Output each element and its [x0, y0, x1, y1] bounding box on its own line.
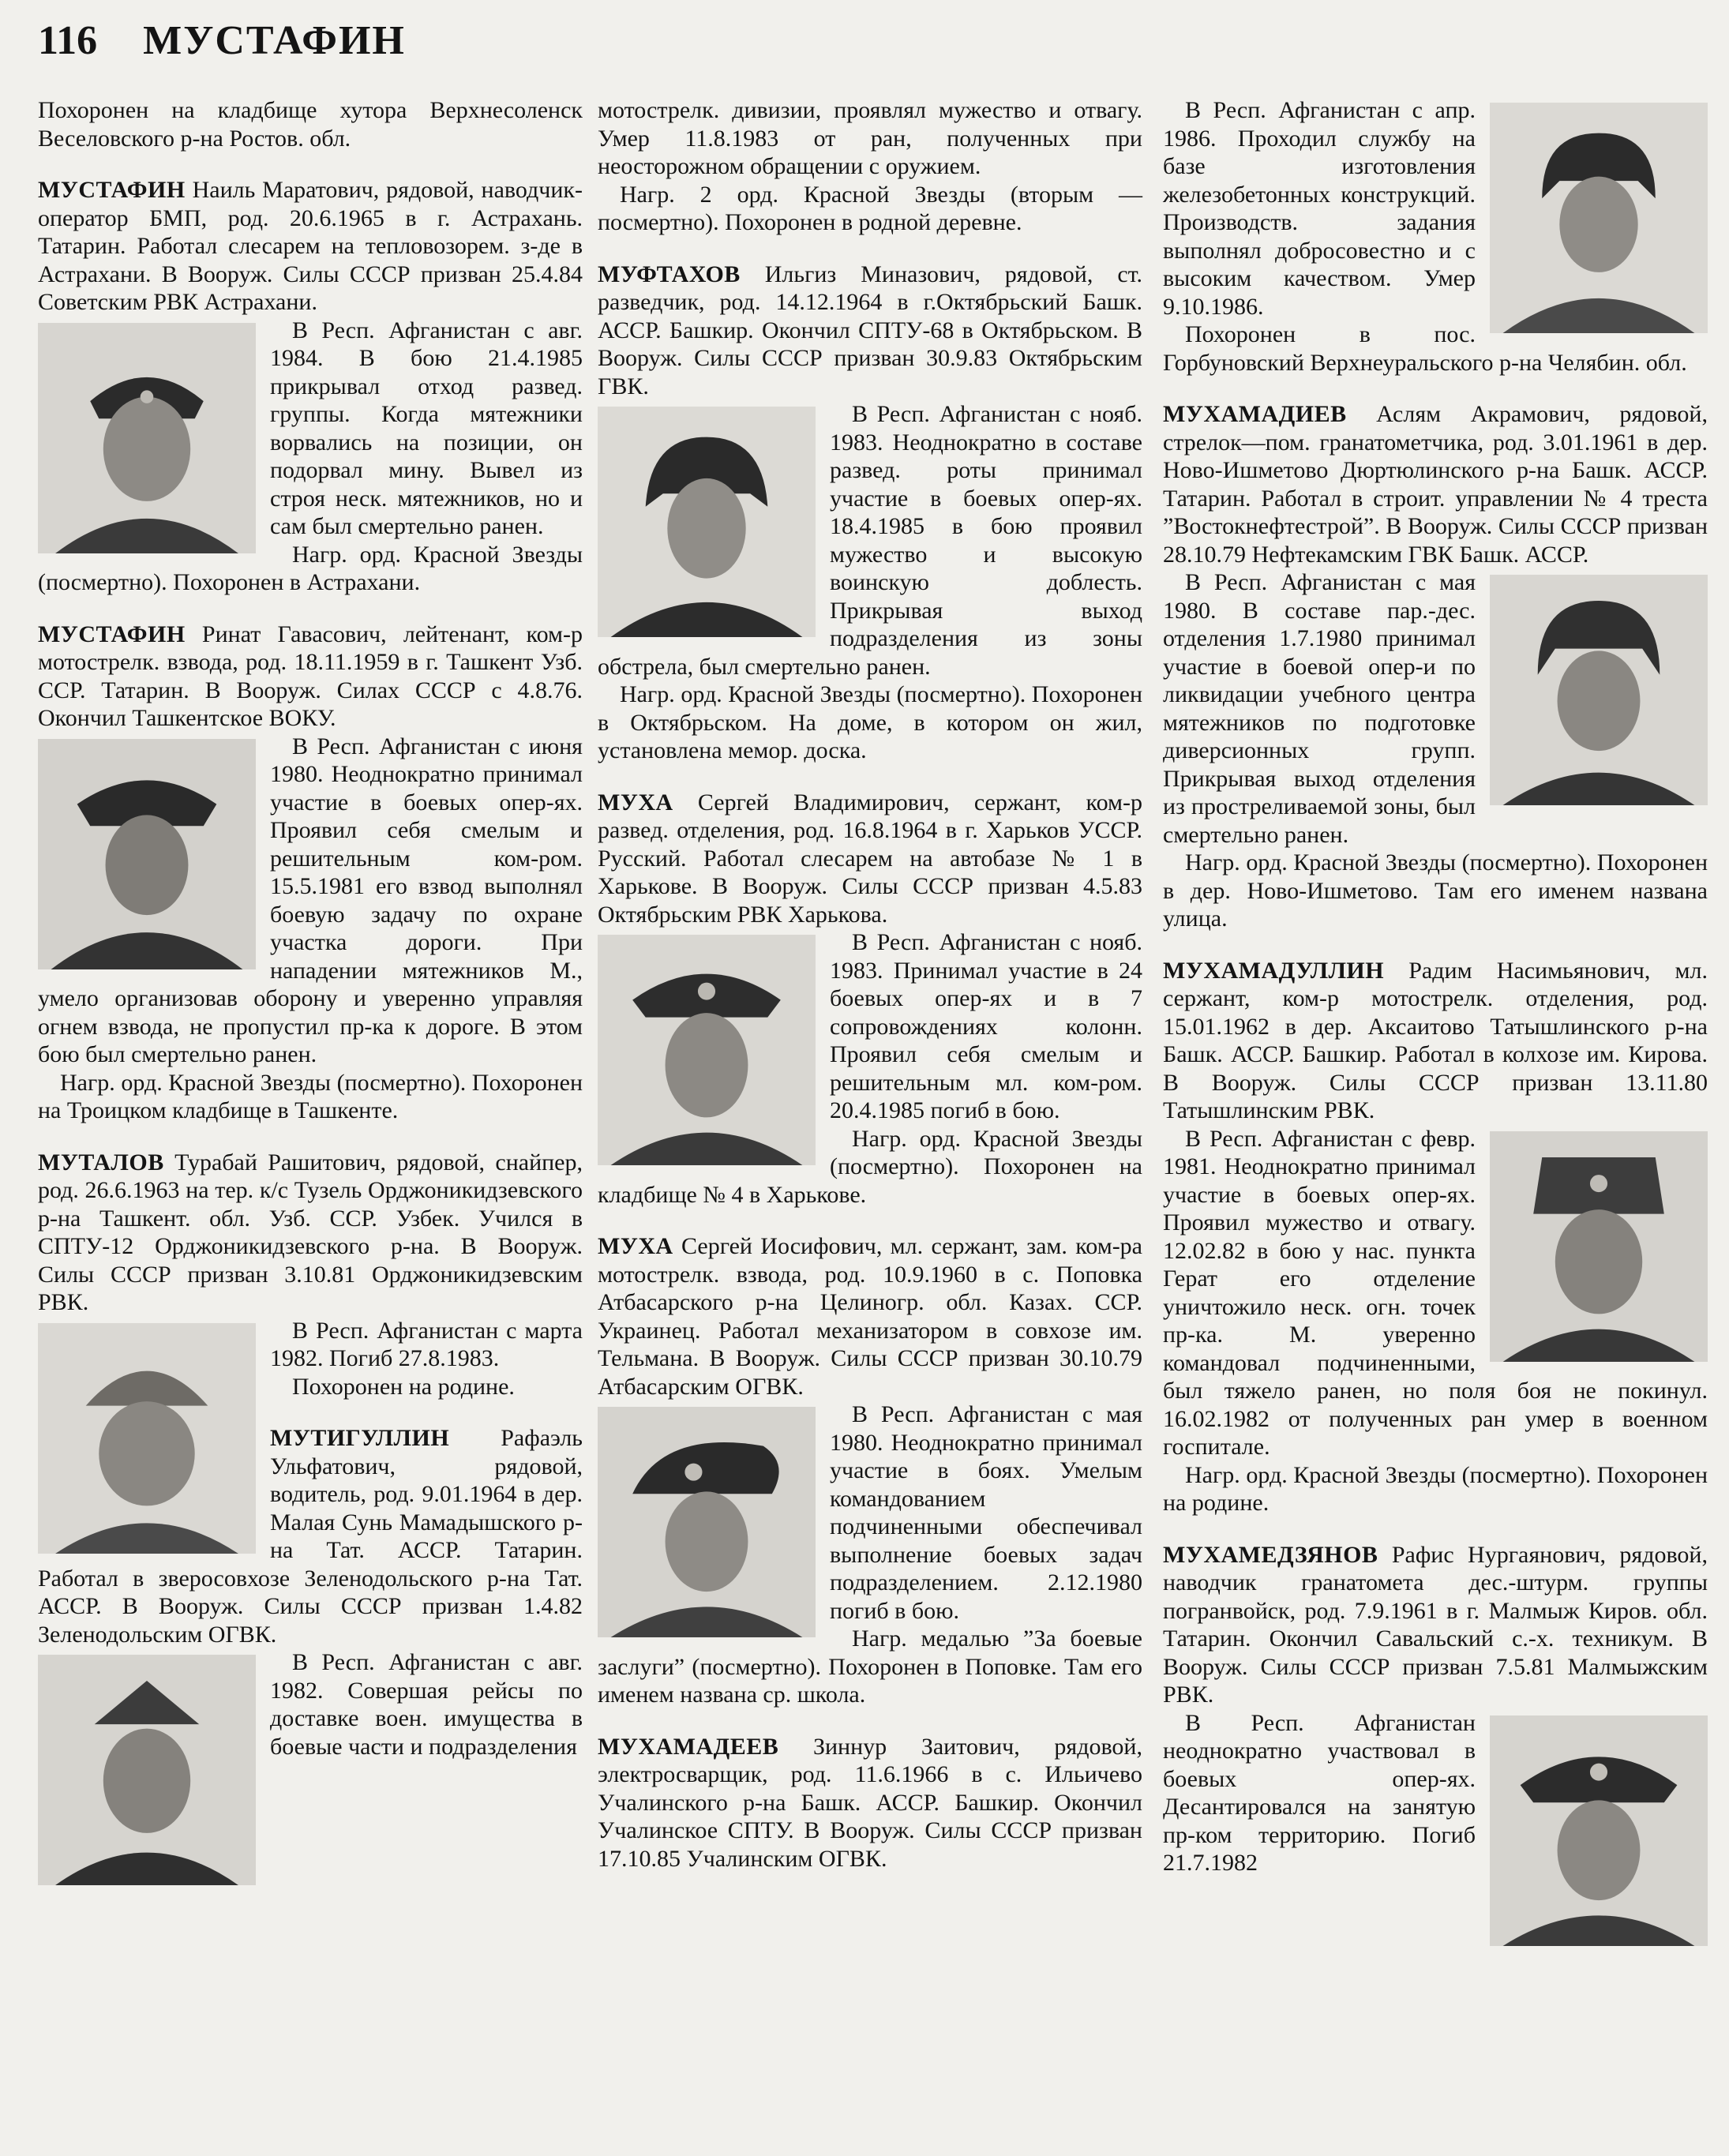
portrait-photo [1490, 103, 1708, 333]
portrait-photo [598, 1407, 816, 1637]
portrait-photo [1490, 1131, 1708, 1362]
entry-name: МУСТАФИН [38, 177, 186, 203]
entry-text: мотострелк. дивизии, проявлял мужество и отвагу. Умер 11.8.1983 от ран, полученных при неосторожном обращении с оружием. [598, 97, 1142, 179]
entry-text: Сергей Владимирович, сержант, ком-р развед. отделения, род. 16.8.1964 в г. Харьков УССР. Русский. Работал слесарем на автобазе № 1 в Харькове. В Вооруж. Силы СССР призван 4.5.83 Октябрьским РВК Харькова. [598, 789, 1142, 928]
entry-name: МУХАМАДУЛЛИН [1163, 957, 1385, 984]
column-right [1163, 96, 1708, 1951]
entry-bio: Похоронен в пос. Горбуновский Верхнеуральского р-на Челябин. обл. [1163, 321, 1687, 376]
entry-name: МУХА [598, 789, 673, 816]
entry-mukhamadeev [598, 1733, 1142, 1873]
entry-award: Нагр. орд. Красной Звезды (посмертно). Похоронен на кладбище № 4 в Харькове. [598, 1125, 1142, 1208]
entry-mutalov [38, 1149, 583, 1401]
portrait-photo [38, 1323, 256, 1554]
entry-text: В Респ. Афганистан с апр. 1986. Проходил службу на базе изготовления железобетонных конструкций. Производств. задания выполнял добросовестно и с высоким качеством. Умер 9.10.1986. [1163, 97, 1476, 320]
portrait-photo [38, 323, 256, 553]
entry-award: Нагр. медалью ”За боевые заслуги” (посмертно). Похоронен в Поповке. Там его именем названа ср. школа. [598, 1625, 1142, 1708]
entry-award: Нагр. орд. Красной Звезды (посмертно). Похоронен в Астрахани. [38, 541, 583, 595]
entry-continuation [598, 96, 1142, 237]
entry-mustafin-nail [38, 176, 583, 597]
entry-award: Похоронен на родине. [292, 1373, 515, 1400]
entry-name: МУТИГУЛЛИН [270, 1425, 450, 1451]
entry-continuation [38, 96, 583, 152]
entry-mustafin-rinat [38, 621, 583, 1125]
entry-name: МУХАМАДИЕВ [1163, 401, 1347, 427]
entry-name: МУХА [598, 1233, 673, 1259]
entry-text: Сергей Иосифович, мл. сержант, зам. ком-ра мотострелк. взвода, род. 10.9.1960 в с. Поповка Атбасарского р-на Целиногр. обл. Казах. ССР. Украинец. Работал механизатором в совхозе им. Тельмана. В Вооруж. Силы СССР призван 30.10.79 Атбасарским ОГВК. [598, 1233, 1142, 1400]
entry-bio: В Респ. Афганистан с авг. 1984. В бою 21.4.1985 прикрывал отход развед. группы. Когда мятежники ворвались на позиции, он подорвал мину. Вывел из строя неск. мятежников, но и сам был смертельно ранен. [270, 317, 583, 539]
entry-name: МУХАМЕДЗЯНОВ [1163, 1541, 1378, 1568]
entry-bio: В Респ. Афганистан с мая 1980. В составе пар.-дес. отделения 1.7.1980 принимал участие в боевой опер-и по ликвидации учебного центра мятежников по подготовке диверсионных групп. Прикрывая выход отделения из простреливаемой зоны, был смертельно ранен. [1163, 569, 1476, 848]
entry-bio: В Респ. Афганистан с мая 1980. Неоднократно принимал участие в боях. Умелым командованием подчиненными обеспечивал выполнение боевых задач подразделением. 2.12.1980 погиб в бою. [830, 1401, 1142, 1624]
portrait-photo [38, 739, 256, 969]
entry-name: МУФТАХОВ [598, 261, 741, 287]
entry-mukhamadullin [1163, 957, 1708, 1517]
page-number: 116 [38, 18, 98, 63]
entry-text: Похоронен на кладбище хутора Верхнесоленск Веселовского р-на Ростов. обл. [38, 97, 583, 152]
entry-award: Нагр. орд. Красной Звезды (посмертно). Похоронен в дер. Ново-Ишметово. Там его именем названа улица. [1163, 849, 1708, 932]
entry-mukha-sergey-ios [598, 1232, 1142, 1709]
portrait-photo [598, 935, 816, 1165]
entry-name: МУСТАФИН [38, 621, 186, 647]
page-header [38, 17, 406, 64]
entry-text: Рафис Нургаянович, рядовой, наводчик гранатомета дес.-штурм. группы погранвойск, род. 7.9.1961 в г. Малмыж Киров. обл. Татарин. Окончил Савальский с.-х. техникум. В Вооруж. Силы СССР призван 7.5.81 Малмыжским РВК. [1163, 1541, 1708, 1708]
entry-name: МУТАЛОВ [38, 1149, 164, 1175]
entry-text: Рафаэль Ульфатович, рядовой, водитель, род. 9.01.1964 в дер. Малая Сунь Мамадышского р-на Тат. АССР. Татарин. Работал в зверосовхозе Зеленодольского р-на Тат. АССР. В Вооруж. Силы СССР призван 1.4.82 Зеленодольским ОГВК. [38, 1425, 583, 1648]
entry-bio: В Респ. Афганистан с авг. 1982. Совершая рейсы по доставке воен. имущества в боевые части и подразделения [270, 1649, 583, 1760]
entry-bio: В Респ. Афганистан неоднократно участвовал в боевых опер-ях. Десантировался на занятую пр-ком территорию. Погиб 21.7.1982 [1163, 1709, 1476, 1876]
entry-text: Турабай Рашитович, рядовой, снайпер, род. 26.6.1963 на тер. к/с Тузель Орджоникидзевского р-на Ташкент. обл. Узб. ССР. Узбек. Учился в СПТУ-12 Орджоникидзевского р-на. В Вооруж. Силы СССР призван 3.10.81 Орджоникидзевским РВК. [38, 1149, 583, 1315]
entry-name: МУХАМАДЕЕВ [598, 1733, 779, 1760]
entry-continuation [1163, 96, 1708, 377]
entry-text: Аслям Акрамович, рядовой, стрелок—пом. гранатометчика, род. 3.01.1961 в дер. Ново-Ишметово Дюртюлинского р-на Башк. АССР. Татарин. Работал в строит. управлении № 4 треста ”Востокнефтестрой”. В Вооруж. Силы СССР призван 28.10.79 Нефтекамским ГВК Башк. АССР. [1163, 401, 1708, 568]
entry-mukhamadiev [1163, 400, 1708, 933]
portrait-photo [1490, 575, 1708, 805]
column-left [38, 96, 583, 1890]
entry-text: Наиль Маратович, рядовой, наводчик-оператор БМП, род. 20.6.1965 в г. Астрахань. Татарин. Работал слесарем на тепловозорем. з-де в Астрахани. В Вооруж. Силы СССР призван 25.4.84 Советским РВК Астрахани. [38, 177, 583, 315]
entry-award: Нагр. орд. Красной Звезды (посмертно). Похоронен в Октябрьском. На доме, в котором он жил, установлена мемор. доска. [598, 681, 1142, 763]
entry-bio: В Респ. Афганистан с нояб. 1983. Неоднократно в составе развед. роты принимал участие в боевых опер-ях. 18.4.1985 в бою проявил мужество и высокую воинскую доблесть. Прикрывая выход подразделения из зоны обстрела, был смертельно ранен. [598, 401, 1142, 680]
entry-bio: В Респ. Афганистан с нояб. 1983. Принимал участие в 24 боевых опер-ях и в 7 сопровождениях колонн. Проявил себя смелым и решительным мл. ком-ром. 20.4.1985 погиб в бою. [830, 929, 1142, 1123]
portrait-photo [1490, 1715, 1708, 1946]
entry-bio: В Респ. Афганистан с февр. 1981. Неоднократно принимал участие в боевых опер-ях. Проявил мужество и отвагу. 12.02.82 в бою у нас. пункта Герат его отделение уничтожило неск. огн. точек пр-ка. М. уверенно командовал подчиненными, был тяжело ранен, но поля боя не покинул. 16.02.1982 от полученных ран умер в военном госпитале. [1163, 1125, 1708, 1460]
entry-muftakhov [598, 261, 1142, 765]
portrait-photo [598, 407, 816, 637]
entry-text: Ринат Гавасович, лейтенант, ком-р мотострелк. взвода, род. 18.11.1959 в г. Ташкент Узб. ССР. Татарин. В Вооруж. Силах СССР с 4.8.76. Окончил Ташкентское ВОКУ. [38, 621, 583, 731]
running-head: МУСТАФИН [143, 18, 406, 63]
entry-award: Нагр. орд. Красной Звезды (посмертно). Похоронен на родине. [1163, 1461, 1708, 1516]
column-middle [598, 96, 1142, 1896]
entry-award: Нагр. орд. Красной Звезды (посмертно). Похоронен на Троицком кладбище в Ташкенте. [38, 1069, 583, 1123]
entry-bio: В Респ. Афганистан с марта 1982. Погиб 27.8.1983. [270, 1317, 583, 1371]
portrait-photo [38, 1655, 256, 1885]
entry-bio: В Респ. Афганистан с июня 1980. Неоднократно принимал участие в боевых опер-ях. Проявил себя смелым и решительным ком-ром. 15.5.1981 его взвод выполнял боевую задачу по охране участка дороги. При нападении мятежников М., умело организовав оборону и уверенно управляя огнем взвода, не пропустил пр-ка к дороге. В этом бою был смертельно ранен. [38, 733, 583, 1067]
entry-text: Ильгиз Миназович, рядовой, ст. разведчик, род. 14.12.1964 в г.Октябрьский Башк. АССР. Башкир. Окончил СПТУ-68 в Октябрьском. В Вооруж. Силы СССР призван 30.9.83 Октябрьским ГВК. [598, 261, 1142, 399]
entry-award: Нагр. 2 орд. Красной Звезды (вторым — посмертно). Похоронен в родной деревне. [598, 181, 1142, 235]
entry-mukhamedzyanov [1163, 1541, 1708, 1877]
entry-text: Зиннур Заитович, рядовой, электросварщик, род. 11.6.1966 в с. Ильичево Учалинского р-на Башк. АССР. Башкир. Окончил Учалинское СПТУ. В Вооруж. Силы СССР призван 17.10.85 Учалинским ОГВК. [598, 1733, 1142, 1872]
entry-mukha-sergey-vl [598, 789, 1142, 1209]
entry-text: Радим Насимьянович, мл. сержант, ком-р мотострелк. отделения, род. 15.01.1962 в дер. Аксаитово Татышлинского р-на Башк. АССР. Башкир. Работал в колхозе им. Кирова. В Вооруж. Силы СССР призван 13.11.80 Татышлинским РВК. [1163, 957, 1708, 1123]
